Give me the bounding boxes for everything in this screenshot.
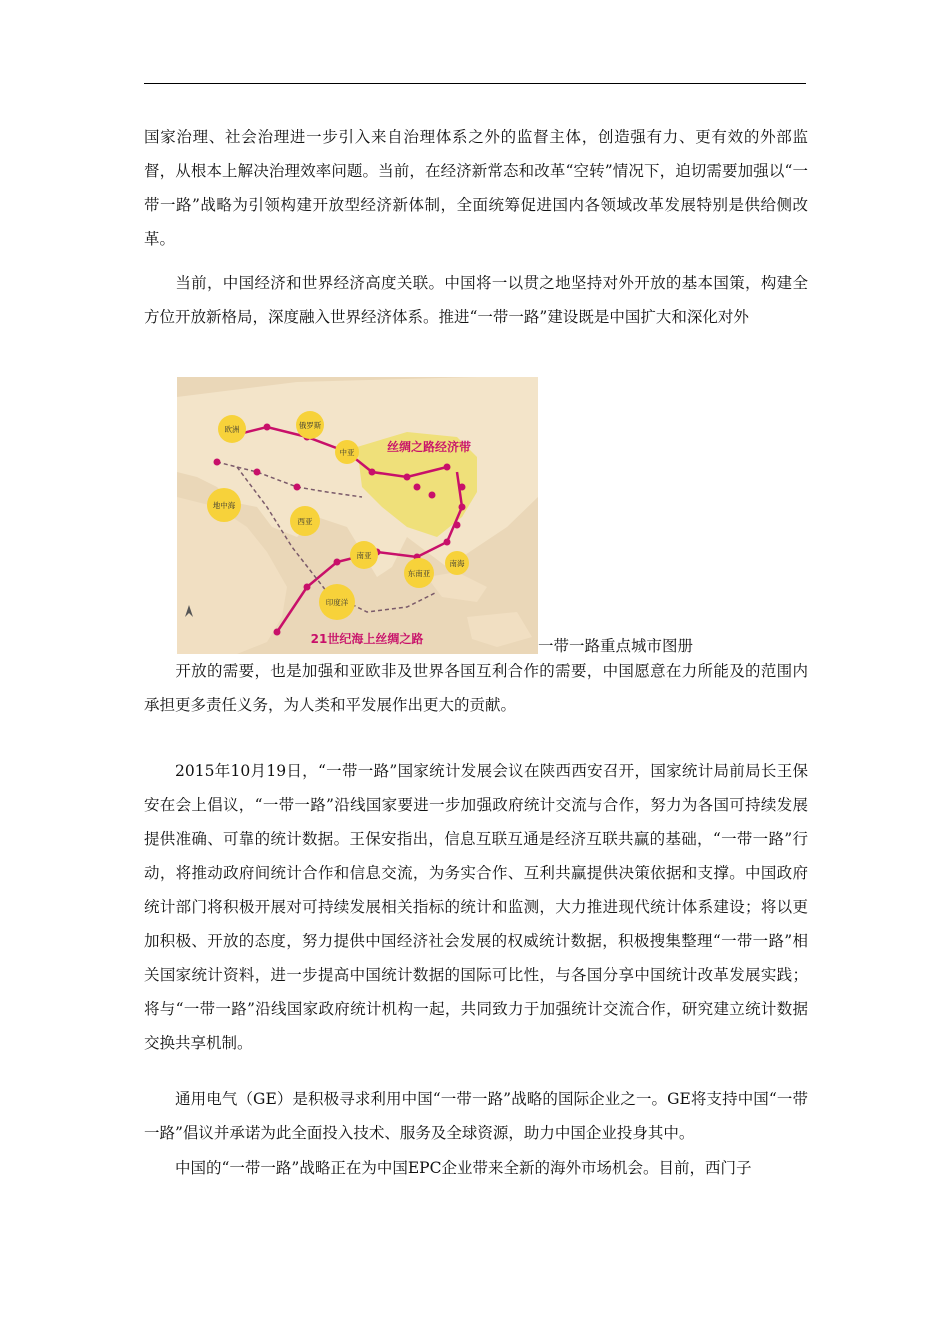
map-title-sea: 21世纪海上丝绸之路: [310, 632, 424, 646]
map-title-land: 丝绸之路经济带: [386, 440, 472, 454]
region-label-indian-ocean: 印度洋: [325, 598, 349, 607]
region-label-europe: 欧洲: [224, 425, 240, 434]
figure-caption: 一带一路重点城市图册: [538, 637, 694, 655]
region-label-mediterranean: 地中海: [212, 501, 236, 510]
header-rule: [144, 83, 806, 84]
paragraph-4: 2015年10月19日，“一带一路”国家统计发展会议在陕西西安召开，国家统计局前局长王保安在会上倡议，“一带一路”沿线国家要进一步加强政府统计交流与合作，努力为各国可持续发展提供准确、可靠的统计数据。王保安指出，信息互联互通是经济互联共赢的基础，“一带一路”行动，将推动政府间统计合作和信息交流，为务实合作、互利共赢提供决策依据和支撑。中国政府统计部门将积极开展对可持续发展相关指标的统计和监测，大力推进现代统计体系建设；将以更加积极、开放的态度，努力提供中国经济社会发展的权威统计数据，积极搜集整理“一带一路”相关国家统计资料，进一步提高中国统计数据的国际可比性，与各国分享中国统计改革发展实践；将与“一带一路”沿线国家政府统计机构一起，共同致力于加强统计交流合作，研究建立统计数据交换共享机制。: [144, 762, 808, 1052]
belt-and-road-map: [177, 377, 538, 654]
region-label-west-asia: 西亚: [297, 517, 313, 526]
paragraph-1: 国家治理、社会治理进一步引入来自治理体系之外的监督主体，创造强有力、更有效的外部监督，从根本上解决治理效率问题。当前，在经济新常态和改革“空转”情况下，迫切需要加强以“一带一路”战略为引领构建开放型经济新体制，全面统筹促进国内各领域改革发展特别是供给侧改革。: [144, 128, 808, 248]
region-label-southeast-asia: 东南亚: [407, 569, 431, 578]
region-label-russia: 俄罗斯: [298, 421, 322, 430]
paragraph-6: 中国的“一带一路”战略正在为中国EPC企业带来全新的海外市场机会。目前，西门子: [175, 1159, 752, 1177]
region-label-south-china-sea: 南海: [449, 559, 465, 568]
paragraph-3: 开放的需要，也是加强和亚欧非及世界各国互利合作的需要，中国愿意在力所能及的范围内承担更多责任义务，为人类和平发展作出更大的贡献。: [144, 662, 808, 714]
region-label-central-asia: 中亚: [339, 448, 355, 457]
map-graphic: [177, 377, 538, 654]
paragraph-2: 当前，中国经济和世界经济高度关联。中国将一以贯之地坚持对外开放的基本国策，构建全方位开放新格局，深度融入世界经济体系。推进“一带一路”建设既是中国扩大和深化对外: [144, 274, 808, 326]
paragraph-5: 通用电气（GE）是积极寻求利用中国“一带一路”战略的国际企业之一。GE将支持中国“一带一路”倡议并承诺为此全面投入技术、服务及全球资源，助力中国企业投身其中。: [144, 1090, 808, 1142]
region-label-south-asia: 南亚: [356, 551, 372, 560]
